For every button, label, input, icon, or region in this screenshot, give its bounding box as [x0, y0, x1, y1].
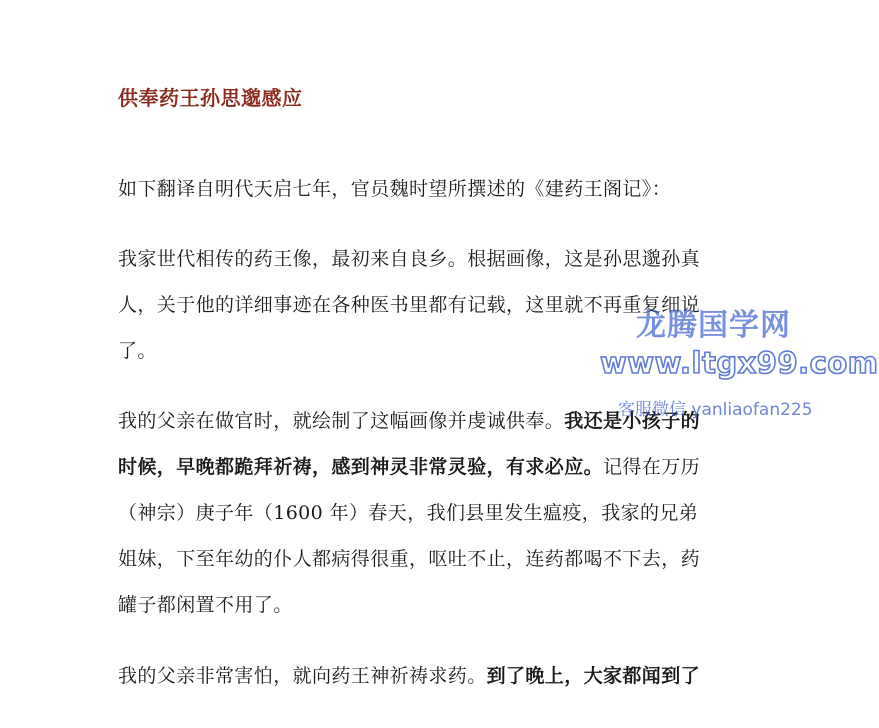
document-title: 供奉药王孙思邈感应 [118, 86, 303, 110]
watermark-contact: 客服微信 yanliaofan225 [618, 400, 813, 420]
paragraph-2-line-2-normal: 记得在万历 [603, 456, 701, 478]
paragraph-1-line-2: 人，关于他的详细事迹在各种医书里都有记载，这里就不再重复细说 [118, 294, 701, 316]
paragraph-2-line-3: （神宗）庚子年（1600 年）春天，我们县里发生瘟疫，我家的兄弟 [118, 502, 699, 524]
intro-line: 如下翻译自明代天启七年，官员魏时望所撰述的《建药王阁记》： [118, 178, 672, 200]
intro-paragraph [118, 166, 758, 212]
paragraph-3-line-1-bold: 到了晚上，大家都闻到了 [486, 665, 701, 687]
paragraph-2-line-2 [118, 444, 758, 490]
paragraph-2 [118, 398, 758, 628]
watermark-site-name: 龙腾国学网 [636, 308, 791, 343]
paragraph-1-line-3: 了。 [118, 340, 157, 362]
paragraph-1 [118, 236, 758, 374]
paragraph-2-line-1-normal: 我的父亲在做官时，就绘制了这幅画像并虔诚供奉。 [118, 410, 565, 432]
paragraph-2-line-2-bold: 时候，早晚都跪拜祈祷，感到神灵非常灵验，有求必应。 [118, 456, 604, 478]
paragraph-2-line-1 [118, 398, 758, 444]
paragraph-3-line-1-normal: 我的父亲非常害怕，就向药王神祈祷求药。 [118, 665, 487, 687]
paragraph-2-line-4: 姐妹，下至年幼的仆人都病得很重，呕吐不止，连药都喝不下去，药 [118, 548, 701, 570]
paragraph-2-line-5: 罐子都闲置不用了。 [118, 594, 293, 616]
paragraph-3-line-1 [118, 653, 758, 699]
paragraph-3 [118, 653, 758, 699]
watermark-url: www.ltgx99.com [600, 346, 879, 380]
paragraph-2-line-1-bold: 我还是小孩子的 [564, 410, 701, 432]
paragraph-1-line-1: 我家世代相传的药王像，最初来自良乡。根据画像，这是孙思邈孙真 [118, 248, 701, 270]
